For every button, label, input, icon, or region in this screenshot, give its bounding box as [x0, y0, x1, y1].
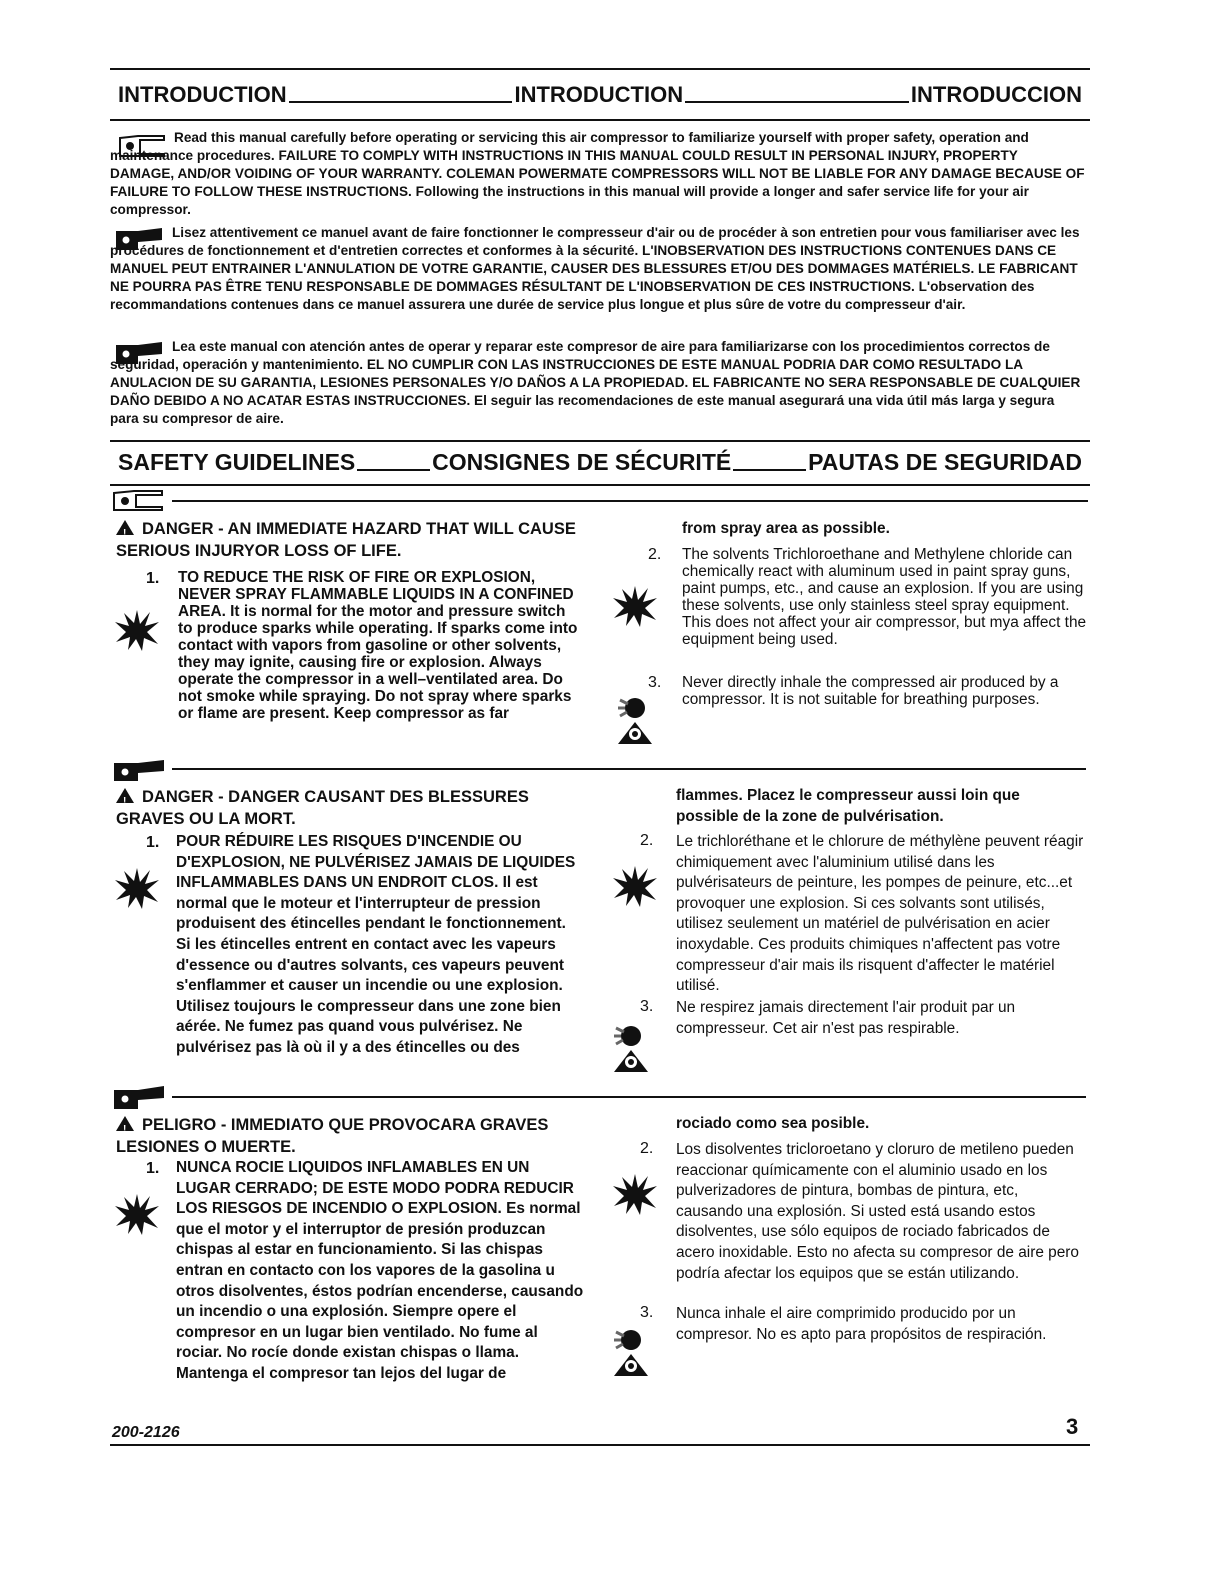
fr-item1-number: 1.	[146, 834, 160, 851]
explosion-icon	[114, 1192, 160, 1236]
intro-header-rule	[110, 119, 1090, 121]
intro-en-paragraph	[110, 129, 1085, 219]
en-item2-text: The solvents Trichloroethane and Methylene chloride can chemically react with aluminum used in paint spray guns, paint pumps, etc., and cause an explosion. If you are using these solvents, use only stainless steel spray equipment. This does not affect your air compressor, but mya affect the equipment being used.	[682, 546, 1087, 648]
intro-header-en: INTRODUCTION	[118, 82, 287, 107]
en-item2-number: 2.	[648, 546, 662, 563]
intro-header-fr: INTRODUCTION	[514, 82, 684, 107]
explosion-icon	[612, 584, 658, 628]
safety-header-rule	[110, 484, 1090, 486]
en-item1-continued: from spray area as possible.	[682, 520, 890, 537]
es-item1-continued: rociado como sea posible.	[676, 1115, 870, 1132]
closed-book-icon	[112, 758, 166, 782]
top-rule	[110, 68, 1090, 70]
warning-triangle-icon	[116, 520, 134, 535]
open-book-icon	[112, 490, 166, 512]
es-item3-number: 3.	[640, 1304, 654, 1321]
explosion-icon	[612, 864, 658, 908]
safety-top-rule	[110, 440, 1090, 442]
explosion-icon	[114, 866, 160, 910]
intro-fr-paragraph	[110, 224, 1085, 314]
fr-item2-number: 2.	[640, 832, 654, 849]
intro-header-es: INTRODUCCION	[910, 82, 1083, 107]
warning-triangle-icon	[116, 1116, 134, 1131]
intro-es-paragraph	[110, 338, 1085, 428]
fr-item1-continued: flammes. Placez le compresseur aussi loin que possible de la zone de pulvérisation.	[676, 787, 1020, 825]
intro-es-text: Lea este manual con atención antes de operar y reparar este compresor de aire para familiarizarse con los procedimientos correctos de seguridad, operación y mantenimiento. EL NO CUMPLIR CON LAS INSTRUCCIONES DE ESTE MANUAL PODRIA DAR COMO RESULTADO LA ANULACION DE SU GARANTIA, LESIONES PERSONALES Y/O DAÑOS A LA PROPIEDAD. EL FABRICANTE NO SERA RESPONSABLE DE CUALQUIER DAÑO DEBIDO A NO ACATAR ESTAS INSTRUCCIONES. El seguir las recomendaciones de este manual asegurará una vida útil más larga y segura para su compresor de aire.	[110, 339, 1081, 426]
explosion-icon	[114, 608, 160, 652]
safety-header	[118, 446, 1082, 476]
explosion-icon	[612, 1172, 658, 1216]
en-section-rule	[172, 500, 1088, 502]
respirator-icon	[614, 694, 656, 746]
es-item2-text: Los disolventes tricloroetano y cloruro de metileno pueden reaccionar químicamente con el aluminio usado en los pulverizadores de pintura, bombas de pintura, etc, causando una explosión. Si usted está usando estos disolventes, use sólo equipos de rociado fabricados de acero inoxidable. Esto no afecta su compresor de aire pero podría afectar los equipos que se están utilizando.	[676, 1141, 1079, 1282]
en-item1-number: 1.	[146, 570, 160, 587]
es-item2-number: 2.	[640, 1140, 654, 1157]
es-danger-title: !PELIGRO - IMMEDIATO QUE PROVOCARA GRAVES LESIONES O MUERTE.	[116, 1114, 586, 1158]
safety-header-fr: CONSIGNES DE SÉCURITÉ	[432, 449, 732, 475]
en-item3-number: 3.	[648, 674, 662, 691]
page-number: 3	[1066, 1414, 1079, 1439]
footer-rule	[110, 1444, 1090, 1446]
fr-item1-text: POUR RÉDUIRE LES RISQUES D'INCENDIE OU D'EXPLOSION, NE PULVÉRISEZ JAMAIS DE LIQUIDES INFLAMMABLES DANS UN ENDROIT CLOS. Il est normal que le moteur et l'interrupteur de pression produisent des étincelles pendant le fonctionnement. Si les étincelles entrent en contact avec les vapeurs d'essence ou d'autres solvants, ces vapeurs peuvent s'enflammer et causer un incendie ou une explosion. Utilisez toujours le compresseur dans une zone bien aérée. Ne fumez pas quand vous pulvérisez. Ne pulvérisez pas là où il y a des étincelles ou des	[176, 833, 576, 1056]
fr-item3-text: Ne respirez jamais directement l'air produit par un compresseur. Cet air n'est pas respirable.	[676, 999, 1016, 1037]
intro-fr-text: Lisez attentivement ce manuel avant de faire fonctionner le compresseur d'air ou de procéder à son entretien pour vous familiariser avec les procédures de fonctionnement et d'entretien correctes et conformes à la sécurité. L'INOBSERVATION DES INSTRUCTIONS CONTENUES DANS CE MANUEL PEUT ENTRAINER L'ANNULATION DE VOTRE GARANTIE, CAUSER DES BLESSURES ET/OU DES DOMMAGES MATÉRIELS. LE FABRICANT NE POURRA PAS ÊTRE TENU RESPONSABLE DE DOMMAGES RÉSULTANT DE L'INOBSERVATION DE CES INSTRUCTIONS. L'observation des recommandations contenues dans ce manuel assurera une durée de service plus longue et plus sûre de votre du compresseur d'air.	[110, 225, 1080, 312]
safety-header-es: PAUTAS DE SEGURIDAD	[808, 449, 1082, 475]
safety-header-en: SAFETY GUIDELINES	[118, 449, 356, 475]
en-item3-text: Never directly inhale the compressed air produced by a compressor. It is not suitable for breathing purposes.	[682, 674, 1059, 708]
warning-triangle-icon	[116, 788, 134, 803]
es-item1-text: NUNCA ROCIE LIQUIDOS INFLAMABLES EN UN LUGAR CERRADO; DE ESTE MODO PODRA REDUCIR LOS RIESGOS DE INCENDIO O EXPLOSION. Es normal que el motor y el interruptor de presión produzcan chispas al estar en funcionamiento. Si las chispas entran en contacto con los vapores de la gasolina u otros disolventes, éstos podrían encenderse, causando un incendio o una explosión. Siempre opere el compresor en un lugar bien ventilado. No fume al rociar. No rocíe donde existan chispas o llama. Mantenga el compresor tan lejos del lugar de	[176, 1159, 584, 1382]
en-danger-title: !DANGER - AN IMMEDIATE HAZARD THAT WILL CAUSE SERIOUS INJURYOR LOSS OF LIFE.	[116, 518, 576, 562]
en-item1-text: TO REDUCE THE RISK OF FIRE OR EXPLOSION, NEVER SPRAY FLAMMABLE LIQUIDS IN A CONFINED AREA. It is normal for the motor and pressure switch to produce sparks while operating. If sparks come into contact with vapors from gasoline or other solvents, they may ignite, causing fire or explosion. Always operate the compressor in a well–ventilated area. Do not smoke while spraying. Do not spray where sparks or flame are present. Keep compressor as far	[178, 569, 578, 722]
es-item1-number: 1.	[146, 1160, 160, 1177]
fr-item2-text: Le trichloréthane et le chlorure de méthylène peuvent réagir chimiquement avec l'aluminium utilisé dans les pulvérisateurs de peinture, les pompes de peinure, etc...et provoquer une explosion. Si ces solvants sont utilisés, utilisez seulement un matériel de pulvérisation en acier inoxydable. Ces produits chimiques n'affectent pas votre compresseur d'air mais ils risquent d'affecter le matériel utilisé.	[676, 833, 1084, 995]
es-section-rule	[172, 1096, 1086, 1098]
respirator-icon	[610, 1326, 652, 1378]
fr-item3-number: 3.	[640, 998, 654, 1015]
intro-en-text: Read this manual carefully before operating or servicing this air compressor to familiarize yourself with proper safety, operation and maintenance procedures. FAILURE TO COMPLY WITH INSTRUCTIONS IN THIS MANUAL COULD RESULT IN PERSONAL INJURY, PROPERTY DAMAGE, AND/OR VOIDING OF YOUR WARRANTY. COLEMAN POWERMATE COMPRESSORS WILL NOT BE LIABLE FOR ANY DAMAGE BECAUSE OF FAILURE TO FOLLOW THESE INSTRUCTIONS. Following the instructions in this manual will provide a longer and safer service life for your air compressor.	[110, 130, 1085, 217]
intro-header	[118, 78, 1082, 108]
doc-number: 200-2126	[112, 1424, 180, 1441]
respirator-icon	[610, 1022, 652, 1074]
fr-danger-title: !DANGER - DANGER CAUSANT DES BLESSURES GRAVES OU LA MORT.	[116, 786, 586, 830]
es-item3-text: Nunca inhale el aire comprimido producido por un compresor. No es apto para propósitos de respiración.	[676, 1305, 1047, 1343]
closed-book-icon	[112, 1084, 166, 1110]
fr-section-rule	[172, 768, 1086, 770]
